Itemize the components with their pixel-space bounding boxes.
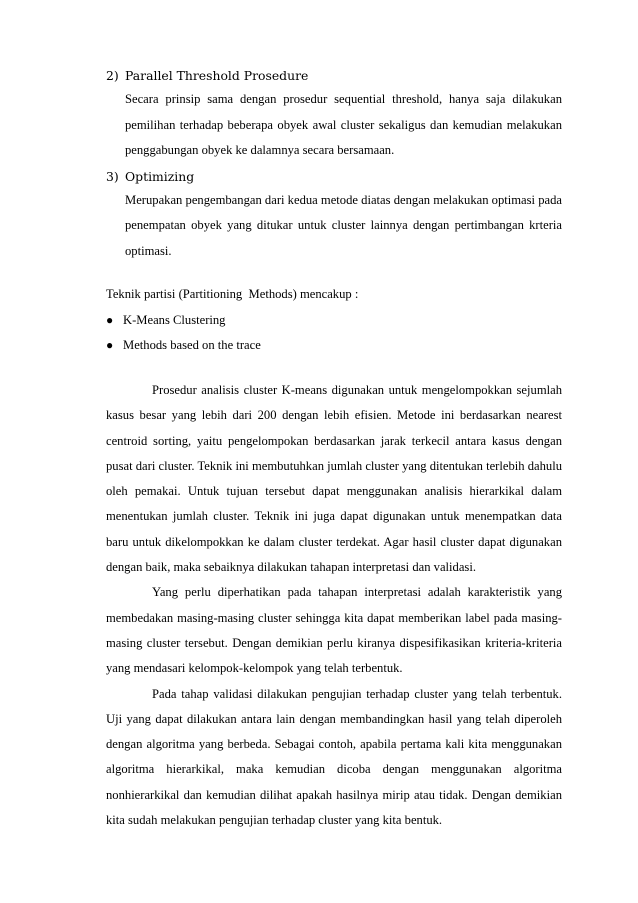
numbered-section-optimizing — [106, 167, 562, 265]
bullet-icon: ● — [106, 338, 114, 352]
partition-intro: Teknik partisi (Partitioning Methods) mencakup : — [106, 287, 359, 301]
paragraph-interpretasi: Yang perlu diperhatikan pada tahapan interpretasi adalah karakteristik yang membedakan masing-masing cluster sehingga kita dapat memberikan label pada masing-masing cluster tersebut. Dengan demikian perlu kiranya dispesifikasikan kriteria-kriteria yang mendasari kelompok-kelompok yang telah terbentuk. — [106, 585, 562, 676]
section-number: 2) — [106, 68, 119, 83]
document-page — [106, 66, 562, 833]
section-body: Secara prinsip sama dengan prosedur sequential threshold, hanya saja dilakukan pemilihan terhadap beberapa obyek awal cluster sekaligus dan kemudian melakukan penggabungan obyek ke dalamnya secara bersamaan. — [125, 92, 562, 157]
bullet-icon: ● — [106, 313, 114, 327]
paragraph-kmeans: Prosedur analisis cluster K-means digunakan untuk mengelompokkan sejumlah kasus besar yang lebih dari 200 dengan lebih efisien. Metode ini berdasarkan nearest centroid sorting, yaitu pengelompokan berdasarkan jarak terkecil antara kasus dengan pusat dari cluster. Teknik ini membutuhkan jumlah cluster yang ditentukan terlebih dahulu oleh pemakai. Untuk tujuan tersebut dapat menggunakan analisis hierarkikal dalam menentukan jumlah cluster. Teknik ini juga dapat digunakan untuk menempatkan data baru untuk dikelompokkan ke dalam cluster terdekat. Agar hasil cluster dapat digunakan dengan baik, maka sebaiknya dilakukan tahapan interpretasi dan validasi. — [106, 383, 562, 575]
section-heading — [106, 66, 562, 86]
section-title: Parallel Threshold Prosedure — [125, 68, 309, 83]
section-body: Merupakan pengembangan dari kedua metode diatas dengan melakukan optimasi pada penempatan obyek yang ditukar untuk cluster lainnya dengan pertimbangan krteria optimasi. — [125, 192, 562, 258]
list-item-text: Methods based on the trace — [123, 338, 261, 352]
list-item-text: K-Means Clustering — [123, 313, 226, 327]
section-title: Optimizing — [125, 168, 195, 184]
method-list — [106, 308, 562, 358]
paragraph-validasi: Pada tahap validasi dilakukan pengujian terhadap cluster yang telah terbentuk. Uji yang dapat dilakukan antara lain dengan membandingkan hasil yang telah diperoleh dengan algoritma yang berbeda. Sebagai contoh, apabila pertama kali kita menggunakan algoritma hierarkikal, maka kemudian dicoba dengan menggunakan algoritma nonhierarkikal dan kemudian dilihat apakah hasilnya mirip atau tidak. Dengan demikian kita sudah melakukan pengujian terhadap cluster yang kita bentuk. — [106, 686, 562, 828]
numbered-section-parallel-threshold — [106, 66, 562, 164]
list-item — [106, 308, 562, 333]
section-heading — [106, 167, 562, 187]
list-item — [106, 333, 562, 358]
section-number: 3) — [106, 168, 119, 184]
